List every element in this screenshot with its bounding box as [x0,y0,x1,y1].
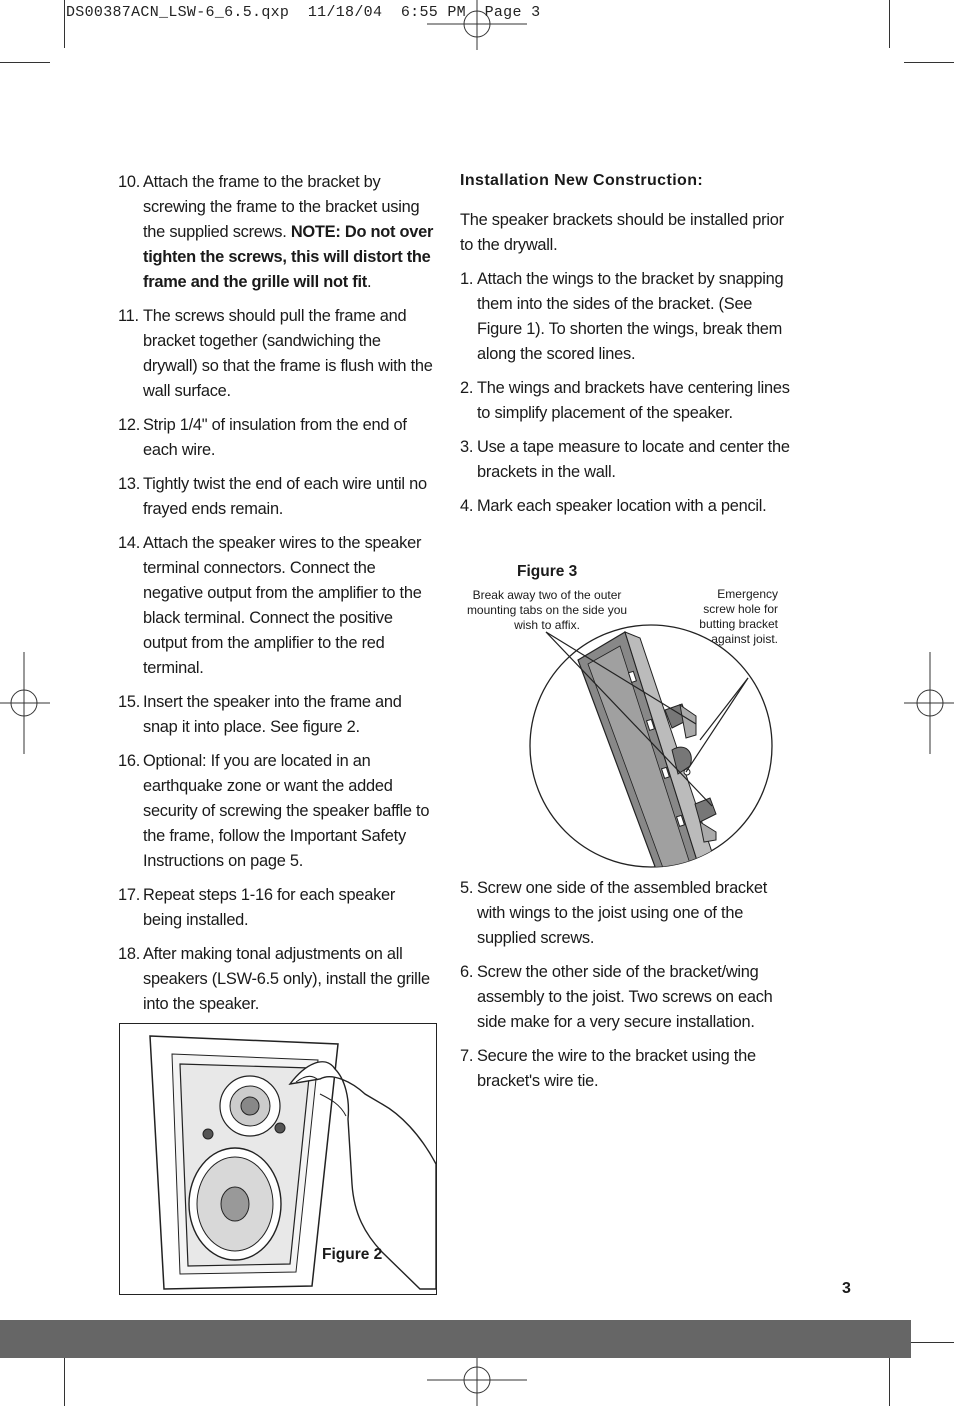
step-number: 18. [118,945,141,963]
left-column [118,170,438,1026]
step-number: 16. [118,752,141,770]
step-text: Mark each speaker location with a pencil. [477,497,767,515]
print-slug: DS00387ACN_LSW-6_6.5.qxp 11/18/04 6:55 PM Page 3 [66,4,541,21]
step-10 [118,170,438,295]
step-13 [118,472,438,522]
step-number: 7. [460,1047,474,1065]
step-12 [118,413,438,463]
step-text: Screw the other side of the bracket/wing assembly to the joist. Two screws on each side make for a very secure installation. [477,963,773,1031]
figure-2-caption: Figure 2 [322,1246,383,1263]
step-15 [118,690,438,740]
step-note: NOTE: Do not over tighten the screws, this will distort the frame and the grille will not fit [143,223,434,291]
step-text: Attach the frame to the bracket by screwing the frame to the bracket using the supplied screws. [143,173,420,241]
step-text: Tightly twist the end of each wire until no frayed ends remain. [143,475,427,518]
step-number: 11. [118,307,139,325]
step-text: Repeat steps 1-16 for each speaker being installed. [143,886,396,929]
crop-mark [64,1358,65,1406]
step-18 [118,942,438,1017]
crop-mark [889,0,890,48]
crop-mark [889,1358,890,1406]
crop-mark [904,62,954,63]
step-7 [460,1044,790,1094]
step-number: 3. [460,438,474,456]
step-text: Attach the wings to the bracket by snapping them into the sides of the bracket. (See Figure 1). To shorten the wings, break them along the scored lines. [477,270,784,363]
step-1 [460,267,790,367]
step-number: 10. [118,173,141,191]
step-text: Optional: If you are located in an earthquake zone or want the added security of screwing the speaker baffle to the frame, follow the Important Safety Instructions on page 5. [143,752,430,870]
registration-mark-left [0,652,50,754]
step-text-end: . [366,273,372,291]
registration-mark-bottom [427,1356,527,1406]
step-text: Strip 1/4" of insulation from the end of each wire. [143,416,407,459]
step-14 [118,531,438,681]
registration-mark-top [427,0,527,50]
step-16 [118,749,438,874]
section-heading: Installation New Construction: [460,172,704,189]
step-17 [118,883,438,933]
step-5 [460,876,790,951]
step-number: 6. [460,963,474,981]
step-number: 1. [460,270,474,288]
step-number: 13. [118,475,141,493]
footer-bar [0,1320,911,1358]
step-text: Secure the wire to the bracket using the bracket's wire tie. [477,1047,756,1090]
step-2 [460,376,790,426]
speaker-install-illustration [120,1024,436,1294]
figure-3-title: Figure 3 [517,563,578,580]
section-intro: The speaker brackets should be installed prior to the drywall. [460,211,784,254]
step-text: Use a tape measure to locate and center the brackets in the wall. [477,438,790,481]
step-number: 17. [118,886,141,904]
page-number: 3 [842,1280,851,1297]
step-text: Insert the speaker into the frame and snap it into place. See figure 2. [143,693,402,736]
right-column [460,170,790,528]
callout-emergency-screw-hole: Emergency screw hole for butting bracket against joist. [699,587,778,646]
right-column-lower [460,876,790,1103]
step-text: Screw one side of the assembled bracket with wings to the joist using one of the supplied screws. [477,879,767,947]
step-number: 4. [460,497,474,515]
figure-2 [119,1023,437,1295]
bracket-detail-illustration [460,560,790,875]
registration-mark-right [904,652,954,754]
step-text: Attach the speaker wires to the speaker terminal connectors. Connect the negative output from the amplifier to the black terminal. Connect the positive output from the amplifier to the red terminal. [143,534,422,677]
step-3 [460,435,790,485]
figure-3 [460,560,790,875]
step-text: The wings and brackets have centering lines to simplify placement of the speaker. [477,379,790,422]
step-number: 15. [118,693,141,711]
step-number: 14. [118,534,141,552]
crop-mark [64,0,65,48]
step-number: 2. [460,379,474,397]
crop-mark [0,62,50,63]
step-number: 5. [460,879,474,897]
step-4 [460,494,790,519]
step-text: The screws should pull the frame and bracket together (sandwiching the drywall) so that the frame is flush with the wall surface. [143,307,433,400]
step-6 [460,960,790,1035]
step-number: 12. [118,416,141,434]
crop-mark [904,1342,954,1343]
step-11 [118,304,438,404]
callout-break-tabs: Break away two of the outer mounting tabs on the side you wish to affix. [466,588,628,632]
step-text: After making tonal adjustments on all speakers (LSW-6.5 only), install the grille into the speaker. [143,945,430,1013]
